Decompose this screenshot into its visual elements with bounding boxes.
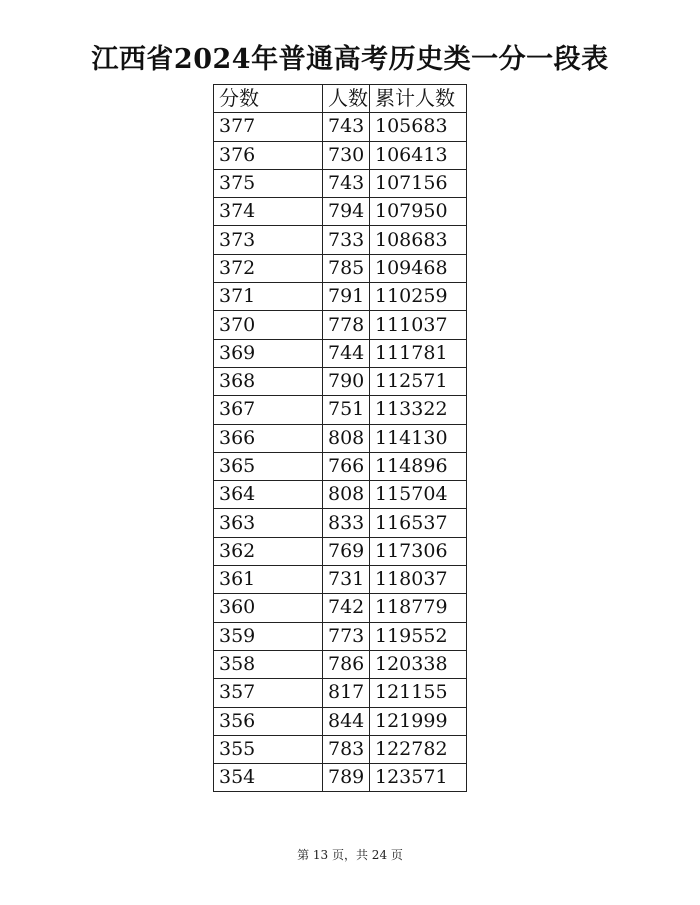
- score-cell: 374: [214, 198, 323, 226]
- score-cell: 371: [214, 283, 323, 311]
- score-cell: 373: [214, 226, 323, 254]
- count-cell: 769: [323, 537, 370, 565]
- cumulative-cell: 114896: [370, 452, 467, 480]
- table-row: [214, 424, 467, 452]
- table-row: [214, 650, 467, 678]
- cumulative-cell: 111781: [370, 339, 467, 367]
- count-cell: 791: [323, 283, 370, 311]
- table-row: [214, 198, 467, 226]
- score-cell: 355: [214, 735, 323, 763]
- score-cell: 368: [214, 367, 323, 395]
- score-cell: 369: [214, 339, 323, 367]
- score-cell: 377: [214, 113, 323, 141]
- score-cell: 356: [214, 707, 323, 735]
- cumulative-cell: 111037: [370, 311, 467, 339]
- cumulative-cell: 120338: [370, 650, 467, 678]
- cumulative-cell: 116537: [370, 509, 467, 537]
- table-header-row: [214, 85, 467, 113]
- score-cell: 359: [214, 622, 323, 650]
- score-cell: 370: [214, 311, 323, 339]
- cumulative-cell: 118037: [370, 566, 467, 594]
- count-cell: 731: [323, 566, 370, 594]
- count-cell: 743: [323, 169, 370, 197]
- score-cell: 364: [214, 481, 323, 509]
- score-cell: 372: [214, 254, 323, 282]
- cumulative-cell: 108683: [370, 226, 467, 254]
- table-row: [214, 226, 467, 254]
- count-cell: 743: [323, 113, 370, 141]
- score-cell: 360: [214, 594, 323, 622]
- cumulative-cell: 117306: [370, 537, 467, 565]
- table-row: [214, 367, 467, 395]
- score-cell: 362: [214, 537, 323, 565]
- table-row: [214, 311, 467, 339]
- count-cell: 785: [323, 254, 370, 282]
- score-cell: 358: [214, 650, 323, 678]
- table-row: [214, 509, 467, 537]
- cumulative-cell: 114130: [370, 424, 467, 452]
- count-cell: 817: [323, 679, 370, 707]
- header-count: 人数: [323, 85, 370, 113]
- count-cell: 778: [323, 311, 370, 339]
- score-cell: 363: [214, 509, 323, 537]
- cumulative-cell: 115704: [370, 481, 467, 509]
- score-cell: 354: [214, 764, 323, 792]
- table-row: [214, 679, 467, 707]
- score-cell: 376: [214, 141, 323, 169]
- score-cell: 365: [214, 452, 323, 480]
- count-cell: 766: [323, 452, 370, 480]
- table-row: [214, 594, 467, 622]
- count-cell: 742: [323, 594, 370, 622]
- header-score: 分数: [214, 85, 323, 113]
- cumulative-cell: 123571: [370, 764, 467, 792]
- count-cell: 751: [323, 396, 370, 424]
- score-cell: 357: [214, 679, 323, 707]
- table-body: [214, 113, 467, 792]
- count-cell: 790: [323, 367, 370, 395]
- cumulative-cell: 119552: [370, 622, 467, 650]
- count-cell: 733: [323, 226, 370, 254]
- score-distribution-table: [213, 84, 467, 792]
- count-cell: 773: [323, 622, 370, 650]
- cumulative-cell: 110259: [370, 283, 467, 311]
- cumulative-cell: 118779: [370, 594, 467, 622]
- cumulative-cell: 107950: [370, 198, 467, 226]
- header-cumulative: 累计人数: [370, 85, 467, 113]
- table-row: [214, 622, 467, 650]
- count-cell: 833: [323, 509, 370, 537]
- cumulative-cell: 112571: [370, 367, 467, 395]
- table-row: [214, 452, 467, 480]
- count-cell: 794: [323, 198, 370, 226]
- page-title: 江西省2024年普通高考历史类一分一段表: [91, 44, 609, 75]
- page-footer: 第 13 页，共 24 页: [297, 848, 403, 862]
- count-cell: 844: [323, 707, 370, 735]
- count-cell: 808: [323, 481, 370, 509]
- table-row: [214, 537, 467, 565]
- table-row: [214, 283, 467, 311]
- cumulative-cell: 122782: [370, 735, 467, 763]
- cumulative-cell: 121999: [370, 707, 467, 735]
- score-cell: 361: [214, 566, 323, 594]
- table-row: [214, 707, 467, 735]
- count-cell: 808: [323, 424, 370, 452]
- count-cell: 744: [323, 339, 370, 367]
- table-row: [214, 141, 467, 169]
- cumulative-cell: 113322: [370, 396, 467, 424]
- table-row: [214, 764, 467, 792]
- table-row: [214, 566, 467, 594]
- score-cell: 366: [214, 424, 323, 452]
- cumulative-cell: 105683: [370, 113, 467, 141]
- table-row: [214, 254, 467, 282]
- score-cell: 375: [214, 169, 323, 197]
- table-row: [214, 113, 467, 141]
- table-row: [214, 735, 467, 763]
- count-cell: 730: [323, 141, 370, 169]
- table-row: [214, 396, 467, 424]
- cumulative-cell: 107156: [370, 169, 467, 197]
- count-cell: 789: [323, 764, 370, 792]
- table-row: [214, 339, 467, 367]
- cumulative-cell: 109468: [370, 254, 467, 282]
- count-cell: 786: [323, 650, 370, 678]
- cumulative-cell: 121155: [370, 679, 467, 707]
- score-cell: 367: [214, 396, 323, 424]
- table-row: [214, 481, 467, 509]
- count-cell: 783: [323, 735, 370, 763]
- cumulative-cell: 106413: [370, 141, 467, 169]
- table-row: [214, 169, 467, 197]
